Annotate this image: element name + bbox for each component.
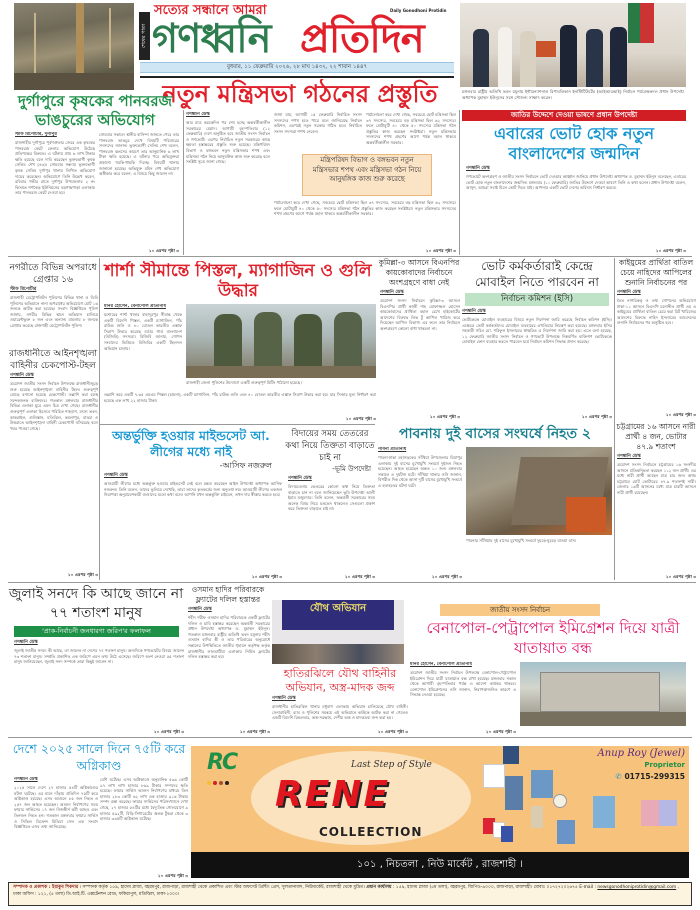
chattogram-byline: গণধ্বনি ডেস্ক bbox=[617, 454, 641, 459]
checkpost-block bbox=[8, 348, 98, 578]
immigration-photo bbox=[520, 662, 686, 726]
pabna-story bbox=[378, 447, 462, 580]
mindset-attribution: -আসিফ নজরুল bbox=[219, 461, 272, 470]
lead-continued[interactable]: ১০ এরপর পৃষ্ঠা ৩ bbox=[426, 248, 456, 253]
delegation-caption: মঙ্গলবার রাষ্ট্রীয় অতিথি ভবন যমুনায় ইন্টারন্যাশনাল রিপাবলিকান ইনস্টিটিউটের (আইআরআই) নির্বাচন পর্যবেক্ষকদল প্রধান উপদেষ্টা অধ্যাপক মুহাম্মদ ইউনূসের সঙ্গে সৌজন্য সাক্ষাৎ করেন। bbox=[462, 89, 684, 100]
osman-block bbox=[186, 585, 270, 735]
mindset-body: আওয়ামী লীগের মধ্যে অন্তর্ভুক্ত হওয়ার মাইন্ডসেট নেই বলে মন্তব্য করেছেন আইন উপদেষ্টা অধ্যাপক আসিফ নজরুল। তিনি বলেন, তাদের ভুলিয়ে দেখেছি, তারা তাদের কৃতকর্মের জন্য অনুতপ্ত নয়। আওয়ামী লীগের একজন নিরাপত্তা অনুপ্রবেশকারী গুণ্ডাদের মতো কথা বলে। আপনি যখন অন্তর্ভুক্তি চাইবেন, তখন দায় স্বীকার করতে হবে। bbox=[104, 481, 282, 498]
border-col1 bbox=[104, 304, 182, 390]
dateline-bar bbox=[140, 62, 454, 73]
lead-col4 bbox=[274, 200, 456, 254]
imprint-text: । সম্পাদক কর্তৃক ১৫৯, হাদেম প্লাজা, বহরমপুর, রাজপাড়া, রাজশাহী থেকে প্রকাশিত এবং স্টার অফসেট প্রিন্টিং প্রেস, সুলতানাবাদ, নিউমার্কেট, রাজশাহী থেকে মুদ্রিত। bbox=[79, 885, 365, 890]
lead-col3 bbox=[366, 112, 456, 150]
mindset-byline: গণধ্বনি ডেস্ক bbox=[104, 473, 128, 478]
election-kicker: জাতীয় সংসদ নির্বাচন bbox=[440, 604, 600, 616]
border-continued[interactable]: ১০ এরপর পৃষ্ঠা ৩ bbox=[346, 416, 376, 421]
ec-subhead: নির্বাচন কমিশন (ইসি) bbox=[465, 293, 609, 306]
arrest-byline: স্টাফ রিপোর্টার bbox=[10, 287, 37, 292]
election-body: গণভোটে অংশগ্রহণ ও জাতীয় সংসদ নির্বাচনে ভোট দেওয়ার আহ্বান জানিয়ে প্রধান উপদেষ্টা অধ্যাপক ড. মুহাম্মদ ইউনূস বলেছেন, এবারের ভোট হোক নতুন বাংলাদেশের জন্মদিন। মঙ্গলবার (১০ ফেব্রুয়ারি) জাতির উদ্দেশে দেওয়া ভাষণে তিনি এ কথা বলেন। প্রধান উপদেষ্টা বলেন, আসুন, আমরা সবাই মিলে ভোট দিতে যাই। আপনার একটি ভোট দেশের ভবিষ্যৎ নির্ধারণ করবে। bbox=[466, 174, 686, 191]
brand-name: RENE bbox=[275, 774, 391, 815]
durgapur-continued[interactable]: ১০ এরপর পৃষ্ঠা ৩ bbox=[149, 248, 179, 253]
checkpost-body: ত্রয়োদশ জাতীয় সংসদ নির্বাচন উপলক্ষে রাজধানীজুড়ে শুরু হয়েছে আইনশৃঙ্খলা বাহিনীর টহল। গুরুত্বপূর্ণ মোড়ে বসানো হয়েছে চেকপোস্ট। তল্লাশি করা হচ্ছে সন্দেহজনক ব্যক্তিদের। গতকাল মঙ্গলবার রাজধানীর বিভিন্ন এলাকা ঘুরে এমন চিত্র দেখা গেছে। রাজধানীর গুরুত্বপূর্ণ এলাকা হিসেবে পরিচিত শাহবাগ, মৎস্য ভবন, কাকরাইল, গুলিস্তান, মতিঝিল, কমলাপুর, বাড্ডা ও উত্তরাতে আইনশৃঙ্খলা বাহিনী চেকপোস্ট বসিয়েছে বলে খবর পাওয়া গেছে। bbox=[10, 381, 98, 431]
checkpost-story bbox=[8, 372, 98, 578]
lead-byline: গণধ্বনি ডেস্ক bbox=[186, 112, 210, 117]
fire-body2: বেশি ঘটেছে। এসব অগ্নিকাণ্ডে অনুমানিক ৫৩৯ কোটি ৯৭ লাখ লাখ হাজার ৮৬৯ টাকার সম্পদের ক্ষতি হয়েছে। ফায়ার সার্ভিস আগুন নির্বাপণের মাধ্যমে তিন হাজার ২৮৩ কোটি ৬২ লাখ এক হাজার ৯১৬ টাকার সম্পদ রক্ষা করেছে। ফায়ার সার্ভিসের পরিসংখ্যানে দেখা গেছে, ২৭ হাজার ৫৪টির মধ্যে বৈদ্যুতিক গোলযোগে ৯ হাজার ৫৯২টি, বিড়ি-সিগারেটের জ্বলন্ত টুকরা থেকে ৩ হাজার ৩৩৫টি অগ্নিকাণ্ড ঘটেছে। bbox=[100, 777, 188, 822]
kaiyum-body: দ্বৈত নাগরিকত্ব ও তথ্য গোপনের অভিযোগে ঢাকা-১১ আসনে বিএনপি মনোনীত প্রার্থী এম এ কাইয়ুমের প্রার্থিতা বাতিল চেয়ে করা রিট খারিজের আদেশের বিরুদ্ধে নাহিদ ইসলামের আবেদনের শুনানি নির্বাচনের পর অনুষ্ঠিত হবে। bbox=[617, 298, 696, 326]
comilla-story bbox=[378, 288, 460, 420]
lead-body-col3: পর্যালোচনা করে দেখা গেছে, সবচেয়ে ছোট মন্ত্রিসভা ছিল ৩৭ সদস্যের, সবচেয়ে বড় মন্ত্রিসভা ছিল ৬২ সদস্যের। ফলে মোটামুটি ৪০ থেকে ৫০ সদস্যের মন্ত্রিসভা গঠন প্রস্তুতির কাজ করছেন সংশ্লিষ্টরা। নতুন মন্ত্রিসভার সদস্যদের শপথ গ্রহণের আগে পর্যন্ত বহাল থাকবে অন্তর্বর্তীকালীন সরকার। bbox=[366, 112, 456, 145]
imprint-label: সম্পাদক ও প্রকাশক : ইয়াকুব শিকদার bbox=[13, 885, 79, 890]
bidai-body: বিদায়বেলায় ভেতরের কোনো কথা নিয়ে তিক্ততা বাড়াতে চান না বলে জানিয়েছেন ভূমি উপদেষ্টা আলী ইমাম মজুমদার। তিনি বলেন, অন্তর্বর্তী সরকারের সময় অনেক বিষয় নিয়ে মতভেদ থাকলেও সেগুলো প্রকাশ করে তিক্ততা বাড়াতে চাই না। bbox=[288, 484, 375, 512]
masthead-title-red: প্রতিদিন bbox=[300, 16, 424, 62]
raid-banner-text: যৌথ অভিযান bbox=[309, 603, 367, 614]
owner-title: Proprietor bbox=[644, 761, 685, 769]
july-body: জুলাই জাতীয় সনদে কী আছে, তা জানেন না দেশের ৭৭ শতাংশ মানুষ। অন্যদিকে গণভোটের বিষয়ে জানেন ৭৩ শতাংশ মানুষ। সম্প্রতি প্রকাশিত এক জরিপে এমন তথ্য উঠে এসেছে। জরিপে অংশ নেওয়া ৫৫ শতাংশ মানুষ জানিয়েছেন, জুলাই সনদ সম্পর্কে তারা কিছুই জানেন না। bbox=[14, 648, 184, 665]
mobile-body: ভোটকেন্দ্রে মোবাইল ব্যবহারের বিষয়ে নতুন নির্দেশনা জারি করেছে নির্বাচন কমিশন (ইসি)। এক্ষেত্রে ভোট কর্মকর্তাদের মোবাইল ব্যবহারের এখতিয়ার নিয়ন্ত্রণ করা হয়েছে। মঙ্গলবার ইসির সহকারী সচিব মো. শরিফুল ইসলামের স্বাক্ষরিত এ নির্দেশনা জারি করা হয়। এতে বলা হয়েছে, ১২ ফেব্রুয়ারি জাতীয় সংসদ নির্বাচন ও গণভোট উপলক্ষে নিম্নবর্ণিত ব্যক্তিগণ ভোটকেন্দ্রে মোবাইল ফোন ব্যবহার করতে পারবেন মর্মে নির্বাচন কমিশন সিদ্ধান্ত প্রদান করেছে। bbox=[462, 317, 612, 345]
phone-number[interactable]: 01715-299315 bbox=[624, 772, 685, 781]
section-rule bbox=[8, 737, 692, 738]
column-divider bbox=[99, 258, 100, 580]
pabna-byline: পাবনা প্রতিনিধি bbox=[378, 447, 407, 452]
mindset-block bbox=[100, 428, 282, 580]
border-headline[interactable]: শার্শা সীমান্তে পিস্তল, ম্যাগাজিন ও গুলি উদ্ধার bbox=[104, 261, 372, 301]
july-continued[interactable]: ১০ এরপর পৃষ্ঠা ৩ bbox=[154, 729, 184, 734]
fire-byline: গণধ্বনি ডেস্ক bbox=[14, 777, 38, 782]
comilla-byline: গণধ্বনি ডেস্ক bbox=[380, 290, 404, 295]
election-continued[interactable]: ১০ এরপর পৃষ্ঠা ৩ bbox=[656, 248, 686, 253]
osman-continued[interactable]: ১০ এরপর পৃষ্ঠা ৩ bbox=[240, 729, 270, 734]
checkpost-byline: গণধ্বনি ডেস্ক bbox=[10, 373, 34, 378]
rene-ad[interactable] bbox=[191, 746, 689, 878]
lead-body: আর মাত্র কয়েকদিন পর শেষ হচ্ছে অন্তর্বর্তীকালীন সরকারের মেয়াদ। আগামী বৃহস্পতিবার (১২ ফেব্রুয়ারি) দেশে অনুষ্ঠিত হবে জাতীয় সংসদ নির্বাচন ও গণভোট। এরপর নির্বাচিত নতুন সরকারের কাছে ক্ষমতা হস্তান্তরের প্রস্তুতি শুরু হয়েছে। মন্ত্রিপরিষদ বিভাগ ও বঙ্গভবন নতুন মন্ত্রিসভার শপথ এবং মন্ত্রিসভা গঠন নিয়ে আনুষঙ্গিক কাজ শুরু করেছে বলে সংশ্লিষ্ট সূত্রে জানা গেছে। bbox=[186, 120, 270, 165]
comilla-body: ত্রয়োদশ সংসদ নির্বাচনে কুমিল্লা-৩ আসনে বিএনপির প্রার্থী কাজী শাহ মোফাজ্জল হোসেন কায়কোবাদের প্রার্থিতা বহাল রেখে হাইকোর্টের আদেশের বিরুদ্ধে লিভ টু আপিল খারিজ করে দিয়েছেন আপিল বিভাগ। এর ফলে তার নির্বাচনে অংশগ্রহণে কোনো বাধা থাকলো না। bbox=[380, 298, 460, 331]
fire-body: ২০২৫ সালে দেশে ২৭ হাজার ৫৪টি অগ্নিকাণ্ডের ঘটনা ঘটেছে। এর মানে দাঁড়ায় প্রতিদিন ৭৫টি করে অগ্নিকাণ্ড হয়েছে। এসব আগুনে ৮৫ জন নিহত ও ২৫৭ জন আহত হয়েছেন। আগুন নির্বাপণের সময় ফায়ার সার্ভিসের ১৭ জন নিজস্বীর্স কর্মী আহত এবং তিনজন নিহত হন। গতকাল মঙ্গলবার ফায়ার সার্ভিস ও সিভিল ডিফেন্স মিডিয়া সেল এক সংবাদ বিজ্ঞপ্তিতে এসব তথ্য জানিয়েছে। bbox=[14, 785, 98, 830]
shirt-lilac bbox=[659, 800, 677, 826]
mobile-byline: গণধ্বনি ডেস্ক bbox=[462, 309, 486, 314]
mobile-headline[interactable]: ভোট কর্মকর্তারাই কেন্দ্রে মোবাইল নিতে পারবেন না bbox=[475, 259, 599, 289]
arrest-headline[interactable]: নগরীতে বিভিন্ন অপরাধে গ্রেপ্তার ১৬ bbox=[9, 263, 97, 285]
durgapur-col1 bbox=[15, 132, 95, 254]
office-label: প্রধান কার্যালয় bbox=[366, 885, 392, 890]
kaiyum-headline[interactable]: কাইয়ুমের প্রার্থিতা বাতিল চেয়ে নাহিদের আপিলের শুনানি নির্বাচনের পর bbox=[618, 258, 694, 287]
column-divider bbox=[183, 110, 184, 255]
kaiyum-block bbox=[616, 258, 696, 418]
july-headline[interactable]: জুলাই সনদে কি আছে জানে না ৭৭ শতাংশ মানুষ bbox=[8, 586, 184, 621]
lead-body3: জানা যায়, আগামী ১৫ ফেব্রুয়ারি নির্বাচিত সংসদ সদস্যদের শপথ হতে পারে বলে জানিয়েছে নির্বাচন কমিশন, এরপরই নতুন সরকার গঠিত হবে। নির্বাচিত সংসদ সদস্যরা শপথ নেবেন। bbox=[274, 112, 362, 134]
bgb-photo bbox=[186, 304, 376, 378]
election-headline[interactable]: এবারের ভোট হোক নতুন বাংলাদেশের জন্মদিন bbox=[493, 124, 655, 163]
arrest-block bbox=[8, 262, 98, 344]
masthead-title-green: গণধ্বনি bbox=[152, 16, 271, 62]
election-block bbox=[462, 124, 686, 254]
section-rule bbox=[8, 256, 692, 257]
lead-pullquote bbox=[302, 154, 432, 196]
kaiyum-continued[interactable]: ১০ এরপর পৃষ্ঠা ৩ bbox=[666, 412, 696, 417]
delegation-photo bbox=[460, 3, 686, 87]
border-body: যশোরের শার্শা থানার বাহাদুরপুর সীমান্ত থেকে একটি বিদেশি পিস্তল, একটি ম্যাগাজিন, পাঁচ রাউন্ড গুলি ও ৪০ বোতল ভারতীয় এস্কাফ সিরাপ উদ্ধার করেছে বর্ডার গার্ড বাংলাদেশ (বিজিবি) সদস্যরা। বিজিবি জানায়, গোপন সংবাদের ভিত্তিতে বিজিবির একটি টহলদল অভিযান চালায়। bbox=[104, 312, 182, 351]
durgapur-col2 bbox=[99, 132, 179, 254]
osman-headline[interactable]: ওসমান হাদির পরিবারকে ফ্ল্যাটের দলিল হস্তান্তর bbox=[191, 585, 265, 604]
masthead-english-name: Daily Gonodhoni Protidin bbox=[390, 8, 447, 13]
fire-col1 bbox=[14, 777, 98, 879]
bidai-headline[interactable]: বিদায়ের সময় তেতরের কথা নিয়ে তিক্ততা বাড়াতে চাই না bbox=[285, 429, 375, 463]
email-label: E-mail : bbox=[579, 885, 596, 890]
mindset-headline[interactable]: অন্তর্ভুক্তি হওয়ার মাইন্ডসেট আ. লীগের মধ্যে নাই bbox=[112, 428, 270, 459]
mobile-block bbox=[462, 258, 612, 420]
masthead-tagline: সত্যের সন্ধানে আমরা bbox=[154, 3, 267, 18]
durgapur-body: রাজশাহীর দুর্গাপুরে পূর্বশত্রুতার জেরে এক কৃষকের পানবরজ কেটে ফেলার অভিযোগ উঠেছে প্রতিপক্ষের বিরুদ্ধে। এ ঘটনায় প্রায় ৬ লাখ টাকার ক্ষতি হয়েছে বলে দাবি করেছেন ভুক্তভোগী কৃষক সেলিম শেখ (৪৩)। সোমবার সন্ধ্যায় ভুক্তভোগী কৃষক সেলিম দুর্গাপুর থানায় লিখিত অভিযোগ দায়ের করেছেন। অভিযোগে তিনি উল্লেখ করেন, রবিবার গভীর রাতে দুর্গাপুর উপজেলার ২ নং কিসমত গণকৈড় ইউনিয়নের বড়গাছপাড়া এলাকায় তার পানবরজ কেটে দেওয়া হয়। bbox=[15, 140, 95, 196]
section-rule bbox=[100, 424, 375, 425]
phone-icon: ✆ bbox=[615, 772, 622, 781]
osman-byline: গণধ্বনি ডেস্ক bbox=[188, 607, 212, 612]
july-byline: গণধ্বনি ডেস্ক bbox=[14, 640, 38, 645]
column-divider bbox=[614, 258, 615, 580]
pabna-body: পাবনা-ঢাকা মহাসড়কের সাঁথিয়া উপজেলার মিয়াপুর এলাকায় দুই বাসের মুখোমুখি সংঘর্ষে দুইজন নিহত হয়েছেন। আহত হয়েছেন অন্তত ১০ জন। মঙ্গলবার সকালে এ দুর্ঘটনা ঘটে। সাঁথিয়া থানার ওসি জানান, বিপরীত দিক থেকে আসা দুটি বাসের মুখোমুখি সংঘর্ষে এ হতাহতের ঘটনা ঘটে। bbox=[378, 455, 462, 488]
mobile-continued[interactable]: ১০ এরপর পৃষ্ঠা ৩ bbox=[582, 414, 612, 419]
july-story bbox=[8, 640, 184, 735]
chattogram-body: ত্রয়োদশ সংসদ নির্বাচনে চট্টগ্রামের ১৬ সংসদীয় আসনে প্রতিদ্বন্দ্বিতা করছেন ১১২ জন প্রার্থী। এর মধ্যে নারী প্রার্থী আছেন মাত্র চার জন। অথচ চট্টগ্রামে মোট ভোটারের ৪৭.৯ শতাংশই নারী। জেলার ১৬টি আসনের মধ্যে মাত্র চারটি আসনে নারী প্রার্থী রয়েছেন। bbox=[617, 462, 696, 495]
comilla-block bbox=[378, 258, 460, 420]
pullquote-text: মন্ত্রিপরিষদ বিভাগ ও বঙ্গভবন নতুন মন্ত্রিসভার শপথ এবং মন্ত্রিসভা গঠন নিয়ে আনুষঙ্গিক কাজ শুরু করেছে bbox=[312, 156, 422, 183]
durgapur-byline: স্টাফ রিপোর্টার, দুর্গাপুর bbox=[15, 132, 57, 137]
owner-name: Anup Roy (Jewel) bbox=[597, 748, 685, 759]
hatirjheel-continued[interactable]: ১০ এরপর পৃষ্ঠা ৩ bbox=[378, 729, 408, 734]
hatirjheel-body: রাজধানীর হাতিরঝিল থানার মধুবাগ এলাকায় অভিযান চালিয়েছে যৌথ বাহিনী। সেনাবাহিনী, র‍্যাব ও পুলিশের সমন্বয়ে এই অভিযানে কাউকে আটক করা না গেলেও একটি বিদেশি রিভলবার, অস্ত্র-সরঞ্জাম, দেশীয় অস্ত্র ও মাদকদ্রব্য জব্দ করা হয়। bbox=[272, 704, 408, 721]
benapole-story bbox=[410, 662, 516, 735]
bidai-attribution: -ভূমি উপদেষ্টা bbox=[332, 465, 371, 473]
lead-farm-photo bbox=[14, 3, 134, 90]
chattogram-block bbox=[616, 422, 696, 580]
pabna-headline[interactable]: পাবনায় দুই বাসের সংঘর্ষে নিহত ২ bbox=[398, 426, 592, 442]
election-story bbox=[462, 164, 686, 254]
hatirjheel-headline[interactable]: হাতিরঝিলে যৌথ বাহিনীর অভিযান, অস্ত্র-মাদক জব্দ bbox=[283, 667, 397, 694]
checkpost-continued[interactable]: ১০ এরপর পৃষ্ঠা ৩ bbox=[68, 572, 98, 577]
arrest-story bbox=[8, 286, 98, 344]
benapole-headline[interactable]: বেনাপোল-পেট্রাপোল ইমিগ্রেশন দিয়ে যাত্রী যাতায়াত বন্ধ bbox=[426, 619, 680, 657]
lead-col2 bbox=[274, 112, 362, 150]
chattogram-headline[interactable]: চট্টগ্রামের ১৬ আসনে নারী প্রার্থী ৪ জন, ভোটার ৪৭.৯ শতাংশ bbox=[616, 422, 696, 451]
office-text: : ১৫৯, হাদেম প্লাজা (৫ম তলা), বহরমপুর, জিপিও-৬০০০, রাজপাড়া, রাজশাহী। মোবাঃ ০১৭২৭২০২৬৭৫ bbox=[392, 885, 578, 890]
durgapur-body2: সোমবার সকালে স্থানীয় বাসিন্দা জানতে পেরে তার পানবরজ ভাঙচুর দেখে বিষয়টি পরিবারের সদস্যদের জানান। ভুক্তভোগী সেলিম শেখ বলেন, পানবরজ ধ্বংসের কারণে তার আনুমানিক ৬ লাখ টাকা ক্ষতি হয়েছে। এ ঘটনার পরে অভিযুক্তরা প্রকাশ্যে হুমকি-ধামকি দিচ্ছে। বিষয়টি থানায় জানানো হয়েছে। অভিযুক্ত মমিন শেখ অভিযোগ অস্বীকার করে বলেন, এ বিষয়ে কিছু জানেন না। bbox=[99, 132, 179, 177]
hatirjheel-story bbox=[272, 695, 408, 735]
bus-crash-caption: পাবনার সাঁথিয়ায় দুই বাসের মুখোমুখি সংঘর্ষে দুমড়ে-মুচড়ে যাওয়া বাস। bbox=[466, 538, 577, 543]
hatirjheel-byline: গণধ্বনি ডেস্ক bbox=[272, 696, 296, 701]
fire-headline[interactable]: দেশে ২০২৫ সালে দিনে ৭৫টি করে অগ্নিকাণ্ড bbox=[12, 741, 186, 773]
bidai-byline: গণধ্বনি ডেস্ক bbox=[288, 476, 312, 481]
lead-headline[interactable]: নতুন মন্ত্রিসভা গঠনের প্রস্তুতি bbox=[162, 80, 438, 108]
durgapur-headline[interactable]: দুর্গাপুরে কৃষকের পানবরজ ভাঙচুরের অভিযোগ bbox=[17, 92, 172, 129]
lead-col1 bbox=[186, 112, 270, 254]
rc-logo: RC bbox=[207, 750, 237, 775]
shirt-pink bbox=[641, 800, 659, 826]
ad-address-bar: ১০১ , নিচতলা , নিউ মার্কেট , রাজশাহী । bbox=[191, 852, 689, 878]
slogan: Last Step of Style bbox=[351, 760, 432, 770]
brand-sub: COLLEECTION bbox=[319, 825, 423, 839]
border-col3 bbox=[104, 392, 376, 422]
chattogram-continued[interactable]: ১০ এরপর পৃষ্ঠা ৩ bbox=[666, 574, 696, 579]
osman-body: শহীদ শরীফ ওসমান হাদির পরিবারকে একটি ফ্ল্যাটের দলিল ও চাবি হস্তান্তর করেছেন অন্তর্বর্তী সরকারের প্রধান উপদেষ্টা অধ্যাপক ড. মুহাম্মদ ইউনূস। গতকাল মঙ্গলবার রাষ্ট্রীয় অতিথি ভবন যমুনায় শহীদ ওসমান হাদির স্ত্রী ও তার পরিবারের অনুরোধে সন্তানের উপস্থিতিতে জাতীয় গৃহায়ন কর্তৃপক্ষ কর্তৃক রাজধানীর লালমাটিয়া এলাকায় নির্মিত ফ্ল্যাটের দলিল হস্তান্তর করা হয়। bbox=[188, 615, 270, 660]
lead-body2: পর্যালোচনা করে দেখা গেছে, সবচেয়ে ছোট মন্ত্রিসভা ছিল ৩৭ সদস্যের, সবচেয়ে বড় মন্ত্রিসভা ছিল ৬২ সদস্যের। ফলে মোটামুটি ৪০ থেকে ৫০ সদস্যের মন্ত্রিসভা গঠন প্রস্তুতির কাজ করছেন সংশ্লিষ্টরা। নতুন মন্ত্রিসভার সদস্যদের শপথ গ্রহণের আগে পর্যন্ত বহাল থাকবে অন্তর্বর্তীকালীন সরকার। bbox=[274, 200, 456, 217]
phone-row[interactable] bbox=[555, 772, 685, 782]
section-rule bbox=[8, 582, 696, 583]
benapole-body: ত্রয়োদশ জাতীয় সংসদ নির্বাচন উপলক্ষে বেনাপোল-পেট্রাপোল ইমিগ্রেশন দিয়ে যাত্রী যাতায়াত বন্ধ রাখা হয়েছে। মঙ্গলবার সকাল থেকে আগামী বৃহস্পতিবার পর্যন্ত এ আদেশ কার্যকর থাকবে। বেনাপোল ইমিগ্রেশনের ওসি জানান, নিরাপত্তাজনিত কারণে এ সিদ্ধান্ত নেওয়া হয়েছে। bbox=[410, 670, 516, 698]
border-byline: মনির হোসেন, বেনাপোল প্রতিনিধি bbox=[104, 304, 166, 309]
bus-crash-photo bbox=[466, 447, 612, 535]
comilla-continued[interactable]: ১০ এরপর পৃষ্ঠা ৩ bbox=[430, 414, 460, 419]
benapole-continued[interactable]: ১০ এরপর পৃষ্ঠা ৩ bbox=[486, 729, 516, 734]
address-kicker: জাতির উদ্দেশে দেওয়া ভাষণে প্রধান উপদেষ্টা bbox=[462, 110, 686, 121]
comilla-headline[interactable]: কুমিল্লা-৩ আসনে বিএনপির কায়কোবাদের নির্বাচনে অংশগ্রহণে বাধা নেই bbox=[378, 258, 460, 287]
arrest-body: রাজশাহী মেট্রোপলিটন পুলিশের বিভিন্ন থানা ও ডিবি পুলিশের অভিযানে নানা অপরাধের অভিযোগে মোট ১৬ জনকে আটক করা হয়েছে। সংবাদ বিজ্ঞপ্তিতে পুলিশ জানায়, নগরীর বিভিন্ন স্থানে অভিযান চালিয়ে ওয়ারেন্টভুক্ত ৮ জন এবং অন্যান্য মামলায় ৮ জনকে গ্রেপ্তার করেছে রাজশাহী মেট্রোপলিটন পুলিশ। bbox=[10, 295, 98, 328]
chattogram-story bbox=[616, 452, 696, 580]
mindset-continued[interactable]: ১০ এরপর পৃষ্ঠা ৩ bbox=[252, 574, 282, 579]
benapole-byline: মনির হোসেন, বেনাপোল প্রতিনিধি bbox=[410, 662, 472, 667]
bidai-block bbox=[285, 428, 375, 580]
dhaka-office: , ঢাকা অফিস : ১২১, (৫ তলা) ডি.আই.টি. এক্সটেনশন রোড, ফকিরাপুল, মতিঝিল, ঢাকা-১০০০। bbox=[13, 885, 680, 897]
logo-dots bbox=[207, 778, 229, 785]
dateline: বুধবার, ১১ ফেব্রুয়ারি ২০২৬, ২৮ মাঘ ১৪৩২, ২২ শাবান ১৪৪৭ bbox=[226, 64, 368, 70]
bidai-story bbox=[285, 474, 375, 580]
checkpost-headline[interactable]: রাজধানীতে আইনশৃঙ্খলা বাহিনীর চেকপোস্ট-টহল bbox=[8, 349, 98, 371]
bgb-caption: রাজশাহী জেলা পুলিশের উদ্যোগে একটি গুরুত্বপূর্ণ মিটিং পাঠানো হয়েছে। bbox=[186, 380, 302, 385]
july-block bbox=[8, 585, 184, 735]
kaiyum-byline: গণধ্বনি ডেস্ক bbox=[617, 290, 641, 295]
border-body2: তল্লাশি করে একটি ৭.৬৫ এমএম পিস্তল (চায়না), একটি ম্যাগাজিন, পাঁচ রাউন্ড গুলি এবং ৪০ বোতল ভারতীয় এস্কাফ সিরাপ উদ্ধার করা হয়। যার সিজার মূল্য নির্ধারণ করা হয়েছে এক লাখ ২২ হাজার টাকা। bbox=[104, 392, 376, 403]
osman-story bbox=[186, 605, 270, 735]
column-divider bbox=[459, 110, 460, 255]
survey-kicker: 'প্রাক-নির্বাচনী জনধারণা জরিপ'র ফলাফল bbox=[14, 626, 179, 637]
mobile-story bbox=[462, 309, 612, 420]
election-byline: গণধ্বনি ডেস্ক bbox=[466, 166, 490, 171]
pabna-continued[interactable]: ১০ এরপর পৃষ্ঠা ৩ bbox=[432, 574, 462, 579]
masthead-rule bbox=[140, 76, 454, 78]
email-link[interactable]: newsgonodhoniprotidin@gmail.com bbox=[597, 885, 677, 890]
joint-raid-photo bbox=[272, 600, 404, 664]
imprint-footer bbox=[8, 882, 692, 906]
fire-continued[interactable]: ১০ এরপর পৃষ্ঠা ৩ bbox=[158, 873, 188, 878]
fire-col2 bbox=[100, 777, 188, 879]
mindset-story bbox=[100, 471, 282, 580]
hatirjheel-block bbox=[272, 667, 408, 735]
kaiyum-story bbox=[616, 288, 696, 418]
bidai-continued[interactable]: ১০ এরপর পৃষ্ঠা ৩ bbox=[345, 574, 375, 579]
side-tag: শেষের পাতা bbox=[139, 12, 150, 60]
